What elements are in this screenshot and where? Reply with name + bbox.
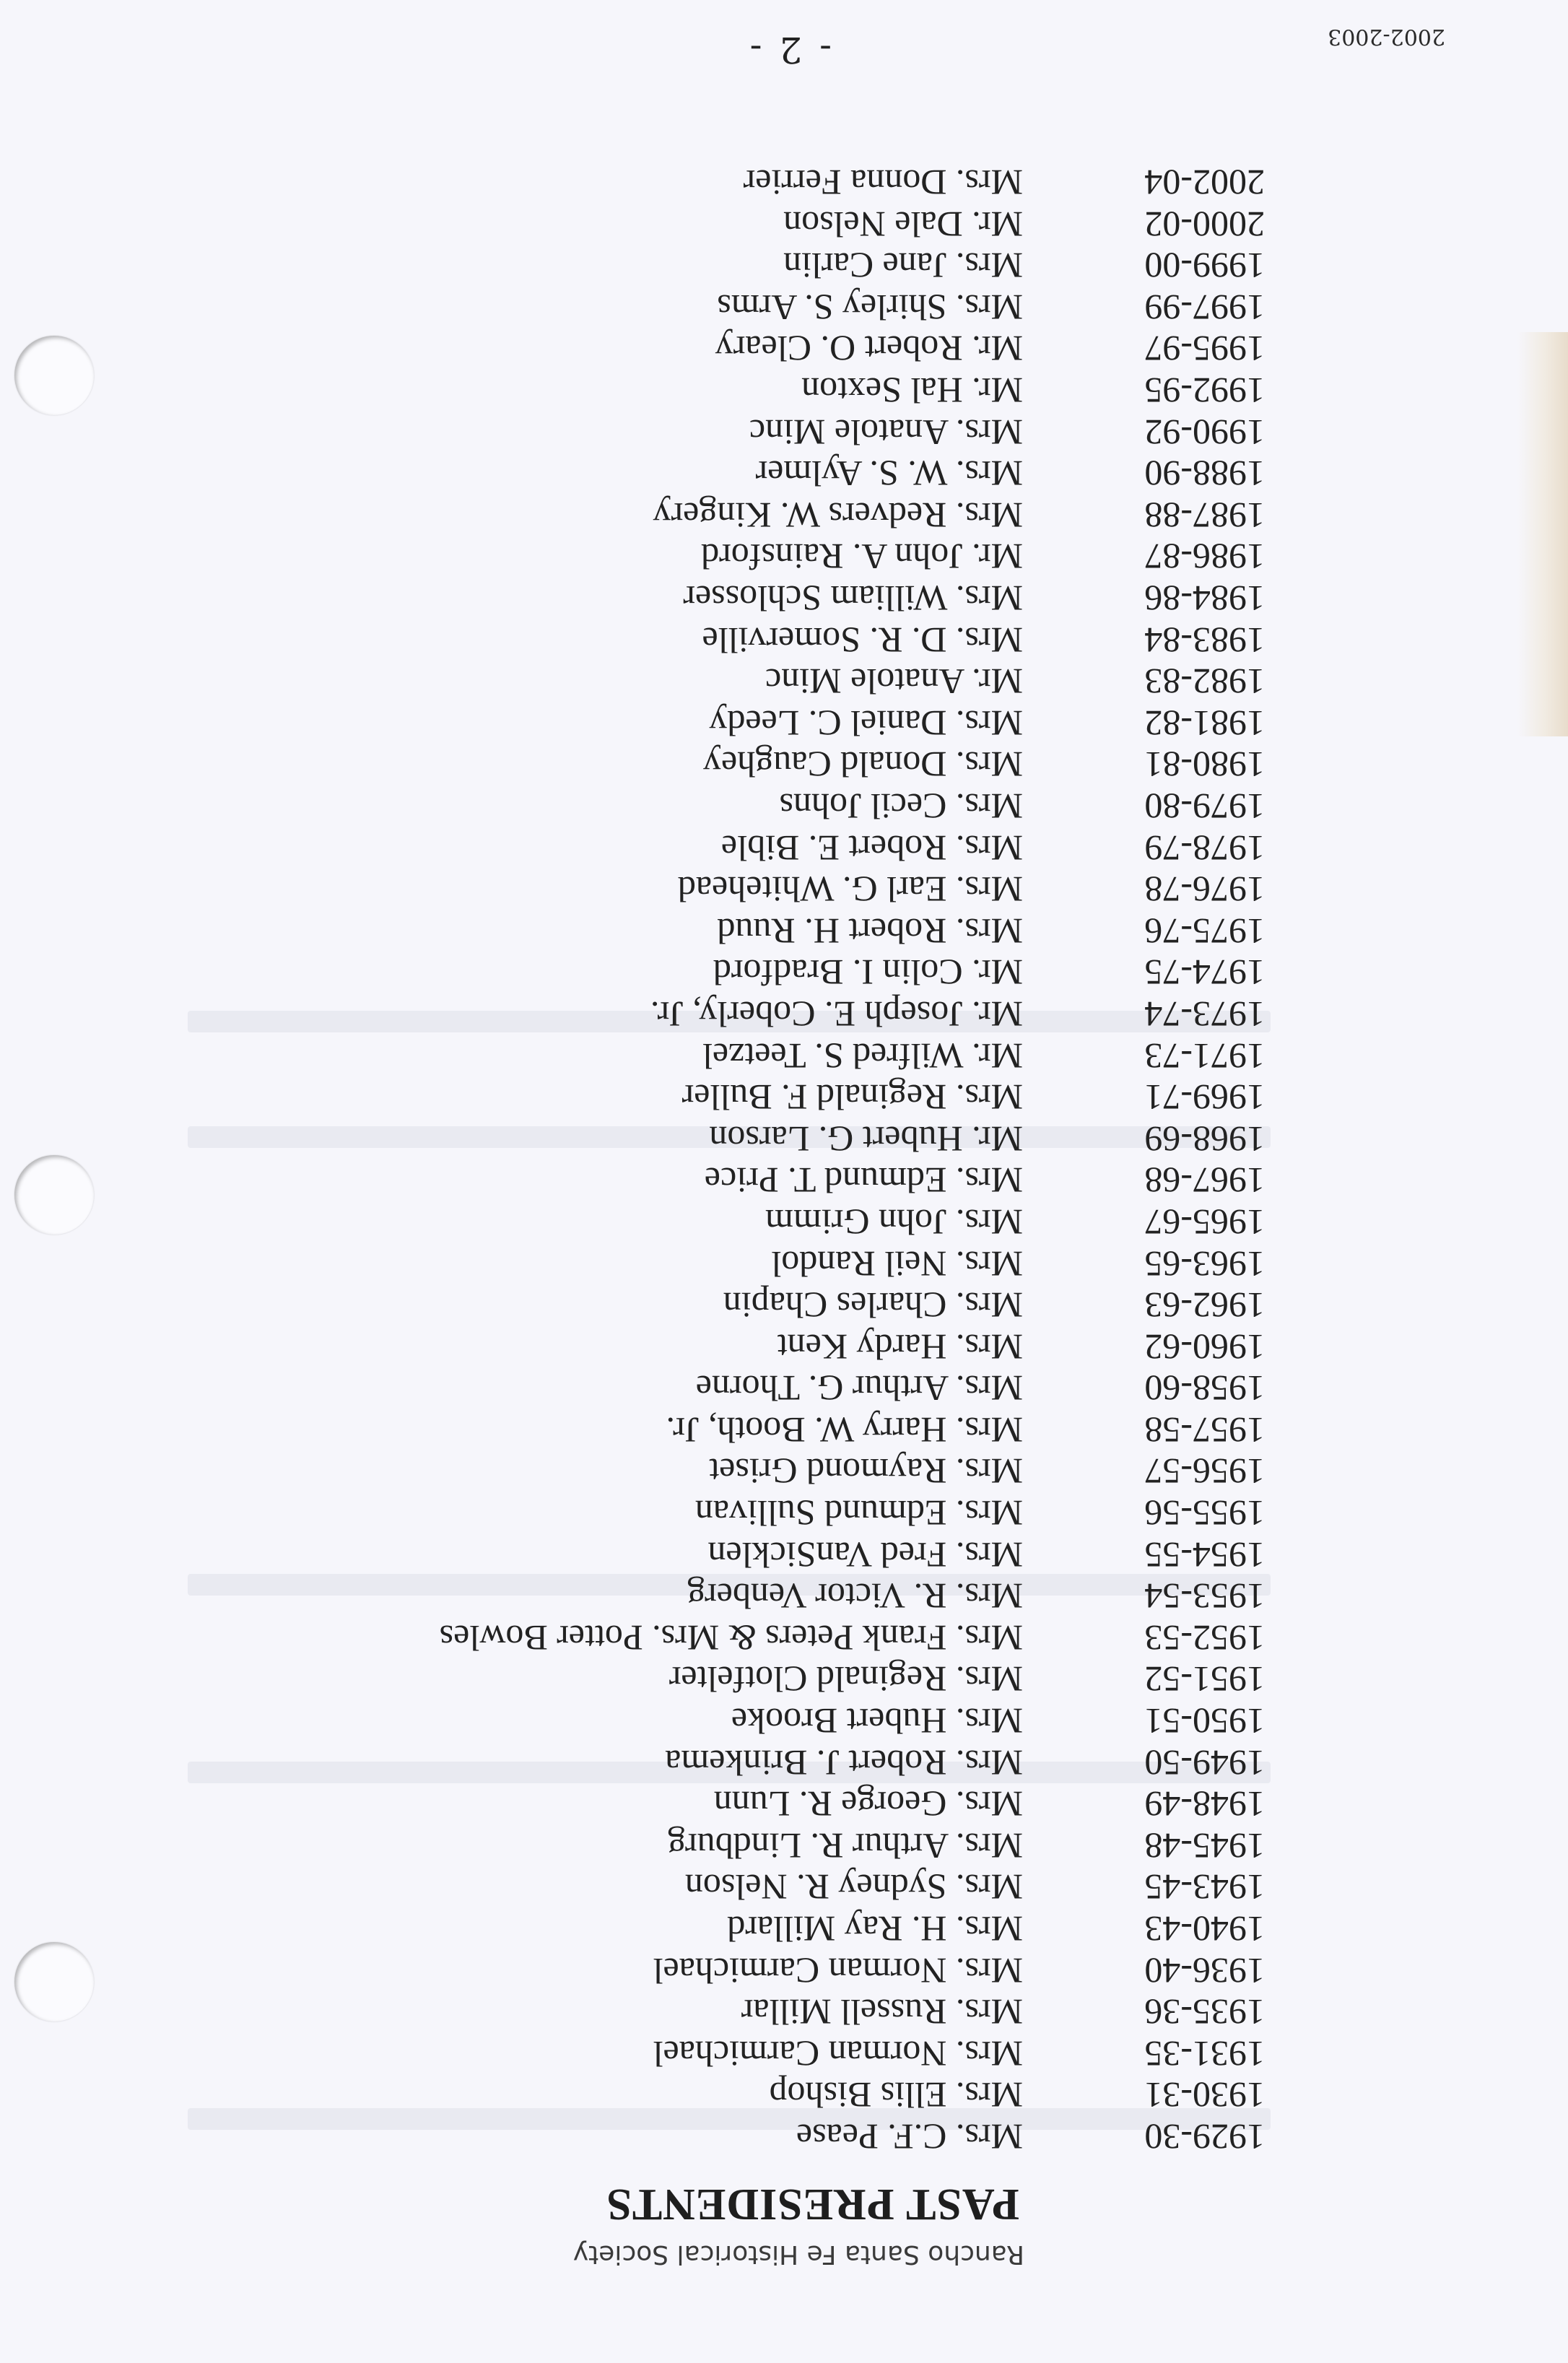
president-row xyxy=(440,577,1265,619)
term-years: 1969-71 xyxy=(1144,1077,1265,1118)
president-row xyxy=(440,1367,1265,1409)
president-row xyxy=(440,1700,1265,1741)
term-years: 1995-97 xyxy=(1144,328,1265,370)
president-name: Mrs. Edmund Sullivan xyxy=(694,1493,1023,1534)
term-years: 1984-86 xyxy=(1144,578,1265,619)
president-name: Mrs. Edmund T. Price xyxy=(704,1160,1023,1201)
president-name: Mrs. Daniel C. Leedy xyxy=(709,702,1023,744)
term-years: 1948-49 xyxy=(1144,1784,1265,1825)
term-years: 1957-58 xyxy=(1144,1409,1265,1450)
president-row xyxy=(440,1824,1265,1866)
president-row xyxy=(440,1076,1265,1118)
president-name: Mrs. Ellis Bishop xyxy=(769,2075,1023,2116)
term-years: 1960-62 xyxy=(1144,1326,1265,1367)
president-name: Mrs. Redvers W. Kingery xyxy=(653,495,1023,536)
term-years: 1955-56 xyxy=(1144,1493,1265,1534)
president-name: Mr. Wilfred S. Teetzel xyxy=(702,1035,1023,1076)
term-years: 1930-31 xyxy=(1144,2075,1265,2116)
president-row xyxy=(440,2074,1265,2116)
president-row xyxy=(440,910,1265,952)
term-years: 1978-79 xyxy=(1144,827,1265,869)
president-name: Mrs. Fred VanSicklen xyxy=(707,1534,1023,1575)
president-row xyxy=(440,952,1265,993)
president-name: Mr. Dale Nelson xyxy=(783,204,1023,245)
term-years: 1990-92 xyxy=(1144,412,1265,453)
president-name: Mrs. Frank Peters & Mrs. Potter Bowles xyxy=(439,1617,1023,1658)
president-row xyxy=(440,286,1265,328)
term-years: 1980-81 xyxy=(1144,744,1265,786)
term-years: 1975-76 xyxy=(1144,910,1265,952)
term-years: 1962-63 xyxy=(1144,1285,1265,1326)
president-name: Mr. John A. Rainsford xyxy=(701,536,1023,578)
page-number: - 2 - xyxy=(746,29,832,71)
term-years: 1963-65 xyxy=(1144,1243,1265,1284)
term-years: 1958-60 xyxy=(1144,1368,1265,1409)
president-name: Mrs. Russell Millar xyxy=(741,1992,1023,2033)
president-row xyxy=(440,1658,1265,1700)
term-years: 1971-73 xyxy=(1144,1035,1265,1076)
president-name: Mrs. Robert H. Ruud xyxy=(717,910,1023,952)
president-row xyxy=(440,1450,1265,1492)
president-name: Mrs. William Schlosser xyxy=(683,578,1023,619)
sheet-year-label: 2002-2003 xyxy=(1328,24,1445,49)
president-name: Mrs. George R. Lunn xyxy=(713,1784,1023,1825)
president-row xyxy=(440,453,1265,495)
president-row xyxy=(440,1575,1265,1617)
term-years: 1997-99 xyxy=(1144,287,1265,328)
president-row xyxy=(440,494,1265,536)
president-name: Mrs. D. R. Somerville xyxy=(702,619,1023,661)
term-years: 1954-55 xyxy=(1144,1534,1265,1575)
president-name: Mrs. Donna Ferrier xyxy=(743,162,1023,204)
term-years: 1945-48 xyxy=(1144,1825,1265,1866)
president-row xyxy=(440,1159,1265,1201)
president-row xyxy=(440,993,1265,1035)
term-years: 1976-78 xyxy=(1144,869,1265,910)
term-years: 1981-82 xyxy=(1144,702,1265,744)
term-years: 1956-57 xyxy=(1144,1451,1265,1492)
term-years: 1999-00 xyxy=(1144,245,1265,287)
president-name: Mrs. Anatole Minc xyxy=(749,412,1023,453)
president-name: Mrs. Raymond Griset xyxy=(709,1451,1023,1492)
president-name: Mrs. Donald Caughey xyxy=(703,744,1023,786)
president-row xyxy=(440,369,1265,411)
president-name: Mrs. Robert E. Bible xyxy=(720,827,1023,869)
term-years: 1979-80 xyxy=(1144,786,1265,827)
president-row xyxy=(440,536,1265,578)
president-name: Mrs. Hardy Kent xyxy=(777,1326,1023,1367)
president-name: Mrs. H. Ray Millard xyxy=(727,1909,1023,1950)
president-row xyxy=(440,2115,1265,2157)
term-years: 1952-53 xyxy=(1144,1617,1265,1658)
term-years: 1949-50 xyxy=(1144,1742,1265,1783)
term-years: 1967-68 xyxy=(1144,1160,1265,1201)
term-years: 1965-67 xyxy=(1144,1201,1265,1243)
president-row xyxy=(440,1409,1265,1450)
term-years: 1982-83 xyxy=(1144,661,1265,702)
term-years: 1988-90 xyxy=(1144,453,1265,495)
president-name: Mrs. Cecil Johns xyxy=(779,786,1023,827)
president-name: Mrs. Norman Carmichael xyxy=(653,1950,1023,1991)
president-name: Mr. Colin I. Bradford xyxy=(713,952,1023,993)
president-row xyxy=(440,1866,1265,1908)
president-name: Mrs. Harry W. Booth, Jr. xyxy=(666,1409,1023,1450)
president-row xyxy=(440,661,1265,702)
term-years: 1929-30 xyxy=(1144,2117,1265,2157)
president-row xyxy=(440,1533,1265,1575)
president-name: Mrs. W. S. Aylmer xyxy=(755,453,1023,495)
president-name: Mrs. Hubert Brooke xyxy=(731,1701,1023,1742)
president-row xyxy=(440,1284,1265,1326)
president-row xyxy=(440,203,1265,245)
president-name: Mrs. R. Victor Venberg xyxy=(687,1576,1023,1617)
president-name: Mrs. C.F. Pease xyxy=(796,2117,1023,2157)
president-row xyxy=(440,702,1265,744)
president-row xyxy=(440,1035,1265,1076)
president-row xyxy=(440,744,1265,786)
term-years: 1935-36 xyxy=(1144,1992,1265,2033)
term-years: 1951-52 xyxy=(1144,1659,1265,1700)
president-row xyxy=(440,1201,1265,1243)
term-years: 1974-75 xyxy=(1144,952,1265,993)
term-years: 1940-43 xyxy=(1144,1909,1265,1950)
president-row xyxy=(440,869,1265,910)
president-row xyxy=(440,1492,1265,1534)
president-row xyxy=(440,1326,1265,1367)
term-years: 1950-51 xyxy=(1144,1701,1265,1742)
president-row xyxy=(440,1243,1265,1284)
president-name: Mrs. Norman Carmichael xyxy=(653,2033,1023,2074)
president-name: Mrs. Arthur R. Lindburg xyxy=(667,1825,1023,1866)
president-name: Mrs. Sydney R. Nelson xyxy=(684,1867,1023,1908)
term-years: 1936-40 xyxy=(1144,1950,1265,1991)
president-name: Mrs. John Grimm xyxy=(765,1201,1023,1243)
term-years: 1931-35 xyxy=(1144,2033,1265,2074)
president-row xyxy=(440,785,1265,827)
president-name: Mr. Anatole Minc xyxy=(765,661,1023,702)
president-name: Mr. Joseph E. Coberly, Jr. xyxy=(650,993,1023,1035)
term-years: 1943-45 xyxy=(1144,1867,1265,1908)
term-years: 1973-74 xyxy=(1144,993,1265,1035)
term-years: 1986-87 xyxy=(1144,536,1265,578)
president-row xyxy=(440,827,1265,869)
president-name: Mrs. Earl G. Whitehead xyxy=(677,869,1023,910)
president-row xyxy=(440,1616,1265,1658)
president-name: Mrs. Reginald F. Buller xyxy=(681,1077,1023,1118)
president-row xyxy=(440,1783,1265,1825)
president-name: Mrs. Charles Chapin xyxy=(723,1285,1023,1326)
president-row xyxy=(440,411,1265,453)
president-row xyxy=(440,1949,1265,1991)
president-name: Mr. Hal Sexton xyxy=(801,370,1023,412)
president-row xyxy=(440,245,1265,287)
president-row xyxy=(440,328,1265,370)
president-name: Mrs. Arthur G. Thorne xyxy=(695,1368,1023,1409)
term-years: 2000-02 xyxy=(1144,204,1265,245)
term-years: 1968-69 xyxy=(1144,1118,1265,1159)
president-row xyxy=(440,2032,1265,2074)
president-name: Mr. Robert O. Cleary xyxy=(715,328,1023,370)
president-name: Mrs. Robert J. Brinkema xyxy=(665,1742,1023,1783)
president-name: Mr. Hubert G. Larson xyxy=(709,1118,1023,1159)
president-row xyxy=(440,1741,1265,1783)
page-title: PAST PRESIDENTS xyxy=(606,2180,1019,2229)
president-row xyxy=(440,162,1265,204)
president-row xyxy=(440,619,1265,661)
term-years: 1992-95 xyxy=(1144,370,1265,412)
president-name: Mrs. Shirley S. Arms xyxy=(717,287,1023,328)
term-years: 1987-88 xyxy=(1144,495,1265,536)
president-name: Mrs. Neil Randol xyxy=(771,1243,1023,1284)
presidents-list xyxy=(440,162,1265,2158)
president-row xyxy=(440,1907,1265,1949)
president-name: Mrs. Reginald Clotfelter xyxy=(668,1659,1023,1700)
president-name: Mrs. Jane Carlin xyxy=(783,245,1023,287)
term-years: 1983-84 xyxy=(1144,619,1265,661)
organization-name: Rancho Santa Fe Historical Society xyxy=(572,2240,1024,2269)
term-years: 1953-54 xyxy=(1144,1576,1265,1617)
term-years: 2002-04 xyxy=(1144,162,1265,204)
president-row xyxy=(440,1991,1265,2033)
president-row xyxy=(440,1118,1265,1159)
